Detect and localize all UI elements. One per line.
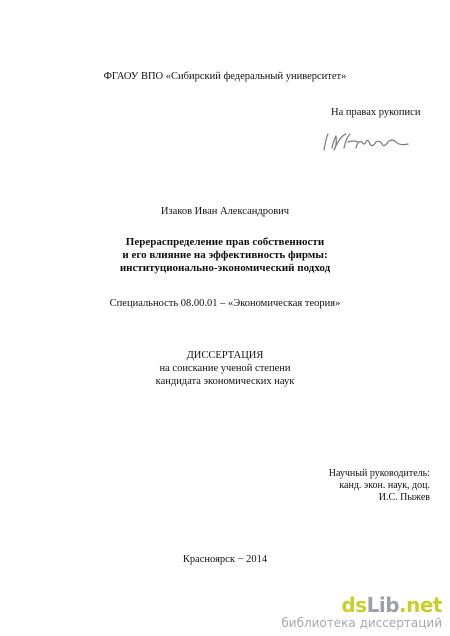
signature-image [320,128,412,158]
specialty-line: Специальность 08.00.01 – «Экономическая теория» [109,298,341,309]
watermark-subtitle: библиотека диссертаций [281,616,442,630]
work-type: ДИССЕРТАЦИЯ [186,350,264,361]
degree-line-2: кандидата экономических наук [155,376,295,387]
manuscript-note: На правах рукописи [331,107,421,118]
advisor-label: Научный руководитель: [328,468,430,479]
author-name: Изаков Иван Александрович [160,206,290,217]
watermark [281,594,442,630]
title-line-2: и его влияние на эффективность фирмы: [122,249,328,261]
title-line-1: Перераспределение прав собственности [125,236,325,248]
degree-line-1: на соискание ученой степени [159,363,291,374]
watermark-logo: dsLib.net [341,593,442,617]
city-year: Красноярск − 2014 [182,554,268,565]
advisor-name: И.С. Пыжев [378,492,430,503]
institution-name: ФГАОУ ВПО «Сибирский федеральный университет» [103,71,347,82]
advisor-block [300,468,430,504]
advisor-degree: канд. экон. наук, доц. [339,480,430,491]
title-line-3: институционально-экономический подход [119,262,331,274]
